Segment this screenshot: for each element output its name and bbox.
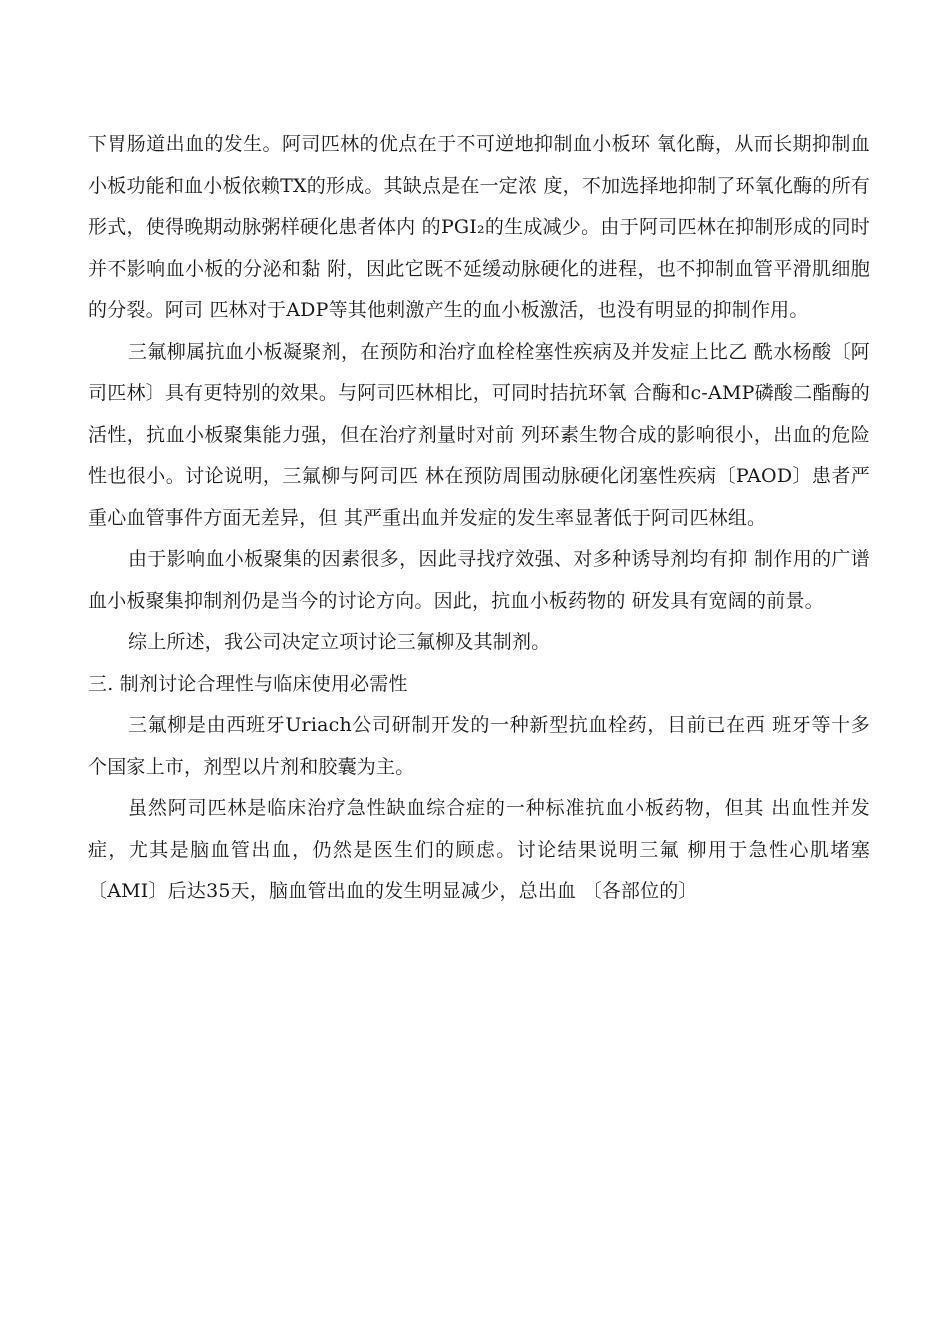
paragraph-4: 综上所述，我公司决定立项讨论三氟柳及其制剂。 bbox=[128, 631, 551, 653]
document-body bbox=[88, 124, 870, 913]
paragraph-2: 三氟柳属抗血小板凝聚剂，在预防和治疗血栓栓塞性疾病及并发症上比乙 酰水杨酸〔阿司匹林〕具有更特别的效果。与阿司匹林相比，可同时拮抗环氧 合酶和c-AMP磷酸二酯酶的活性，抗血小板聚集能力强，但在治疗剂量时对前 列环素生物合成的影响很小，出血的危险性也很小。讨论说明，三氟柳与阿司匹 林在预防周围动脉硬化闭塞性疾病〔PAOD〕患者严重心血管事件方面无差异，但 其严重出血并发症的发生率显著低于阿司匹林组。 bbox=[88, 340, 870, 529]
paragraph-3: 由于影响血小板聚集的因素很多，因此寻找疗效强、对多种诱导剂均有抑 制作用的广谱血小板聚集抑制剂仍是当今的讨论方向。因此，抗血小板药物的 研发具有宽阔的前景。 bbox=[88, 548, 870, 612]
paragraph-6: 虽然阿司匹林是临床治疗急性缺血综合症的一种标准抗血小板药物，但其 出血性并发症，尤其是脑血管出血，仍然是医生们的顾虑。讨论结果说明三氟 柳用于急性心肌堵塞〔AMI〕后达35天，脑血管出血的发生明显减少，总出血 〔各部位的〕 bbox=[88, 797, 870, 902]
paragraph-5: 三氟柳是由西班牙Uriach公司研制开发的一种新型抗血栓药，目前已在西 班牙等十多个国家上市，剂型以片剂和胶囊为主。 bbox=[88, 714, 870, 778]
section-heading: 三. 制剂讨论合理性与临床使用必需性 bbox=[88, 672, 408, 695]
paragraph-1: 下胃肠道出血的发生。阿司匹林的优点在于不可逆地抑制血小板环 氧化酶，从而长期抑制血小板功能和血小板依赖TX的形成。其缺点是在一定浓 度，不加选择地抑制了环氧化酶的所有形式，使得晚期动脉粥样硬化患者体内 的PGI₂的生成减少。由于阿司匹林在抑制形成的同时并不影响血小板的分泌和黏 附，因此它既不延缓动脉硬化的进程，也不抑制血管平滑肌细胞的分裂。阿司 匹林对于ADP等其他刺激产生的血小板激活，也没有明显的抑制作用。 bbox=[88, 133, 870, 321]
